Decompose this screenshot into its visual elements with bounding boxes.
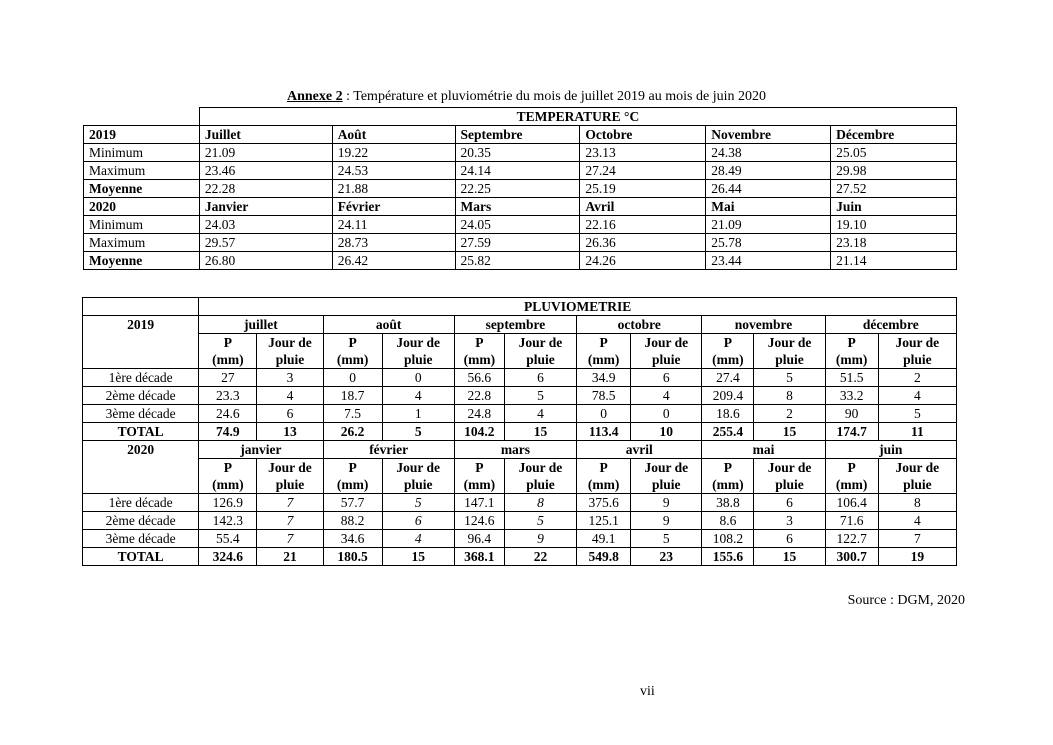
total-days-cell: 15 [754,423,825,441]
col-header-jour-line2: pluie [403,352,433,367]
rain-mm-cell: 126.9 [199,494,257,512]
annex-title: : Température et pluviométrie du mois de juillet 2019 au mois de juin 2020 [342,89,766,104]
rain-mm-cell: 34.9 [577,369,631,387]
col-header-p-line1: P [723,335,733,350]
col-header-p-line2: (mm) [212,477,244,492]
pluviometry-title-row [83,298,957,316]
temperature-value-cell: 19.22 [332,144,455,162]
col-header-p [825,459,878,494]
col-header-jour-pluie [382,334,454,369]
col-header-p-line2: (mm) [712,352,744,367]
pluviometry-corner-cell [83,298,199,316]
temperature-value-cell: 29.98 [831,162,957,180]
rain-days-cell: 4 [382,530,454,548]
temperature-row-label: Moyenne [84,252,200,270]
pluviometry-month-header: octobre [577,316,702,334]
rain-days-cell: 6 [504,369,576,387]
col-header-jour-pluie [257,334,323,369]
col-header-p-line1: P [348,335,357,350]
total-days-cell: 15 [382,548,454,566]
rain-days-cell: 5 [382,494,454,512]
col-header-jour-line2: pluie [652,477,681,492]
page-number: vii [640,684,655,699]
rain-mm-cell: 38.8 [702,494,754,512]
total-label: TOTAL [83,423,199,441]
col-header-jour-line1: Jour de [396,335,441,350]
temperature-value-cell: 24.26 [580,252,706,270]
pluviometry-subheader-row [83,459,957,494]
col-header-p-line1: P [847,335,856,350]
col-header-jour-line2: pluie [652,352,681,367]
rain-mm-cell: 71.6 [825,512,878,530]
total-days-cell: 15 [754,548,825,566]
rain-mm-cell: 18.6 [702,405,754,423]
col-header-p [199,334,257,369]
temperature-value-cell: 28.49 [706,162,831,180]
pluviometry-month-header: mars [454,441,576,459]
rain-days-cell: 6 [754,530,825,548]
rain-days-cell: 8 [754,387,825,405]
rain-days-cell: 5 [504,387,576,405]
col-header-p-line1: P [223,460,232,475]
col-header-jour-line2: pluie [903,477,932,492]
pluviometry-month-header: décembre [825,316,956,334]
temperature-value-cell: 25.78 [706,234,831,252]
pluviometry-month-header: novembre [702,316,825,334]
rain-mm-cell: 18.7 [323,387,382,405]
temperature-month-header: Janvier [199,198,332,216]
temperature-value-cell: 23.46 [199,162,332,180]
rain-mm-cell: 27.4 [702,369,754,387]
rain-days-cell: 0 [631,405,702,423]
decade-label: 1ère décade [83,494,199,512]
rain-days-cell: 7 [257,494,323,512]
total-days-cell: 23 [631,548,702,566]
rain-mm-cell: 78.5 [577,387,631,405]
temperature-month-header: Juin [831,198,957,216]
rain-mm-cell: 22.8 [454,387,504,405]
rain-days-cell: 5 [504,512,576,530]
temperature-value-cell: 26.80 [199,252,332,270]
temperature-value-cell: 27.59 [455,234,580,252]
temperature-value-cell: 22.16 [580,216,706,234]
temperature-month-header: Avril [580,198,706,216]
col-header-p-line2: (mm) [336,352,369,367]
temperature-value-cell: 23.44 [706,252,831,270]
col-header-p-line2: (mm) [336,477,369,492]
rain-mm-cell: 57.7 [323,494,382,512]
temperature-month-header: Mai [706,198,831,216]
col-header-jour-line1: Jour de [767,335,812,350]
col-header-jour-line2: pluie [275,477,305,492]
total-mm-cell: 368.1 [454,548,504,566]
total-mm-cell: 74.9 [199,423,257,441]
rain-mm-cell: 96.4 [454,530,504,548]
decade-label: 3ème décade [83,530,199,548]
rain-days-cell: 9 [631,512,702,530]
col-header-p-line1: P [348,460,357,475]
temperature-value-cell: 24.03 [199,216,332,234]
col-header-p [454,334,504,369]
decade-label: 2ème décade [83,512,199,530]
temperature-month-header: Novembre [706,126,831,144]
temperature-value-cell: 20.35 [455,144,580,162]
col-header-jour-line2: pluie [275,352,305,367]
temperature-title-row [84,108,957,126]
temperature-corner-cell [84,108,200,126]
temperature-month-header: Août [332,126,455,144]
rain-days-cell: 7 [257,530,323,548]
temperature-value-cell: 22.28 [199,180,332,198]
col-header-jour-pluie [754,459,825,494]
col-header-jour-line2: pluie [526,477,555,492]
col-header-p-line2: (mm) [463,352,496,367]
temperature-value-cell: 29.57 [199,234,332,252]
rain-days-cell: 7 [878,530,956,548]
rain-days-cell: 4 [878,512,956,530]
col-header-jour-line1: Jour de [518,335,563,350]
annex-caption [0,89,1053,105]
rain-days-cell: 8 [504,494,576,512]
temperature-year-cell: 2020 [84,198,200,216]
temperature-value-cell: 25.82 [455,252,580,270]
decade-label: 3ème décade [83,405,199,423]
temperature-value-cell: 24.38 [706,144,831,162]
col-header-jour-line1: Jour de [644,335,689,350]
rain-mm-cell: 375.6 [577,494,631,512]
total-mm-cell: 174.7 [825,423,878,441]
temperature-year-cell: 2019 [84,126,200,144]
temperature-month-header: Juillet [199,126,332,144]
temperature-value-cell: 22.25 [455,180,580,198]
temperature-month-header: Septembre [455,126,580,144]
col-header-p-line2: (mm) [587,352,620,367]
rain-mm-cell: 51.5 [825,369,878,387]
temperature-value-cell: 24.14 [455,162,580,180]
total-label: TOTAL [83,548,199,566]
temperature-table [83,107,957,270]
total-days-cell: 15 [504,423,576,441]
total-days-cell: 5 [382,423,454,441]
rain-mm-cell: 23.3 [199,387,257,405]
rain-mm-cell: 147.1 [454,494,504,512]
rain-days-cell: 1 [382,405,454,423]
temperature-value-cell: 21.14 [831,252,957,270]
temperature-month-header: Octobre [580,126,706,144]
decade-label: 2ème décade [83,387,199,405]
pluviometry-month-header: juillet [199,316,323,334]
temperature-month-header: Décembre [831,126,957,144]
pluviometry-month-header: janvier [199,441,323,459]
col-header-p [323,459,382,494]
col-header-p [199,459,257,494]
col-header-jour-line1: Jour de [895,460,940,475]
rain-days-cell: 6 [754,494,825,512]
col-header-jour-pluie [257,459,323,494]
rain-days-cell: 6 [631,369,702,387]
col-header-jour-pluie [504,334,576,369]
col-header-p-line2: (mm) [835,477,868,492]
col-header-p-line2: (mm) [463,477,496,492]
temperature-data-row [84,234,957,252]
temperature-month-header-row [84,126,957,144]
rain-mm-cell: 106.4 [825,494,878,512]
rain-days-cell: 9 [504,530,576,548]
rain-mm-cell: 34.6 [323,530,382,548]
total-days-cell: 10 [631,423,702,441]
col-header-jour-line1: Jour de [396,460,441,475]
col-header-jour-pluie [631,334,702,369]
pluviometry-title: PLUVIOMETRIE [199,298,957,316]
total-mm-cell: 324.6 [199,548,257,566]
temperature-month-header: Mars [455,198,580,216]
temperature-data-row [84,216,957,234]
col-header-jour-line2: pluie [775,352,804,367]
rain-days-cell: 4 [382,387,454,405]
rain-days-cell: 5 [754,369,825,387]
col-header-jour-pluie [754,334,825,369]
pluviometry-month-row [83,316,957,334]
total-mm-cell: 549.8 [577,548,631,566]
rain-days-cell: 3 [754,512,825,530]
rain-days-cell: 0 [382,369,454,387]
col-header-p-line2: (mm) [835,352,868,367]
temperature-data-row [84,162,957,180]
col-header-jour-line1: Jour de [518,460,563,475]
temperature-value-cell: 28.73 [332,234,455,252]
col-header-p-line2: (mm) [712,477,744,492]
temperature-row-label: Minimum [84,216,200,234]
col-header-p [825,334,878,369]
temperature-value-cell: 27.24 [580,162,706,180]
pluviometry-total-row [83,548,957,566]
temperature-value-cell: 19.10 [831,216,957,234]
temperature-value-cell: 23.18 [831,234,957,252]
pluviometry-month-header: avril [577,441,702,459]
total-days-cell: 22 [504,548,576,566]
rain-mm-cell: 56.6 [454,369,504,387]
pluviometry-month-header: février [323,441,454,459]
rain-days-cell: 4 [504,405,576,423]
temperature-data-row [84,252,957,270]
col-header-jour-line1: Jour de [767,460,812,475]
rain-mm-cell: 0 [323,369,382,387]
rain-mm-cell: 124.6 [454,512,504,530]
total-days-cell: 19 [878,548,956,566]
pluviometry-total-row [83,423,957,441]
col-header-jour-pluie [382,459,454,494]
temperature-row-label: Maximum [84,162,200,180]
temperature-data-row [84,180,957,198]
col-header-p-line1: P [223,335,232,350]
col-header-jour-line1: Jour de [895,335,940,350]
col-header-jour-line1: Jour de [268,335,312,350]
pluviometry-month-row [83,441,957,459]
col-header-jour-line2: pluie [903,352,932,367]
pluviometry-month-header: juin [825,441,956,459]
rain-mm-cell: 122.7 [825,530,878,548]
col-header-p-line2: (mm) [212,352,244,367]
total-days-cell: 21 [257,548,323,566]
temperature-value-cell: 21.09 [706,216,831,234]
rain-days-cell: 6 [257,405,323,423]
total-mm-cell: 255.4 [702,423,754,441]
temperature-row-label: Minimum [84,144,200,162]
rain-mm-cell: 90 [825,405,878,423]
pluviometry-month-header: septembre [454,316,576,334]
temperature-title: TEMPERATURE °C [199,108,956,126]
rain-days-cell: 8 [878,494,956,512]
rain-mm-cell: 8.6 [702,512,754,530]
col-header-p [702,334,754,369]
temperature-value-cell: 21.09 [199,144,332,162]
annex-label: Annexe 2 [287,89,343,104]
rain-days-cell: 6 [382,512,454,530]
rain-mm-cell: 49.1 [577,530,631,548]
col-header-p-line2: (mm) [587,477,620,492]
rain-days-cell: 3 [257,369,323,387]
rain-mm-cell: 88.2 [323,512,382,530]
rain-days-cell: 4 [257,387,323,405]
col-header-jour-line2: pluie [403,477,433,492]
pluviometry-decade-row [83,405,957,423]
temperature-value-cell: 24.11 [332,216,455,234]
col-header-p-line1: P [847,460,856,475]
rain-mm-cell: 108.2 [702,530,754,548]
total-days-cell: 13 [257,423,323,441]
temperature-value-cell: 26.44 [706,180,831,198]
col-header-p [454,459,504,494]
rain-mm-cell: 7.5 [323,405,382,423]
pluviometry-year-cell: 2020 [83,441,199,494]
pluviometry-decade-row [83,494,957,512]
rain-days-cell: 5 [878,405,956,423]
pluviometry-month-header: mai [702,441,825,459]
pluviometry-decade-row [83,387,957,405]
col-header-jour-line2: pluie [526,352,555,367]
col-header-p-line1: P [599,335,608,350]
temperature-value-cell: 24.05 [455,216,580,234]
temperature-value-cell: 26.42 [332,252,455,270]
col-header-p [702,459,754,494]
total-days-cell: 11 [878,423,956,441]
source-note: Source : DGM, 2020 [847,593,965,608]
col-header-p-line1: P [475,335,484,350]
pluviometry-year-cell: 2019 [83,316,199,369]
col-header-p [577,459,631,494]
temperature-row-label: Moyenne [84,180,200,198]
rain-mm-cell: 0 [577,405,631,423]
rain-days-cell: 4 [631,387,702,405]
col-header-jour-line2: pluie [775,477,804,492]
total-mm-cell: 180.5 [323,548,382,566]
rain-days-cell: 9 [631,494,702,512]
temperature-value-cell: 21.88 [332,180,455,198]
total-mm-cell: 113.4 [577,423,631,441]
pluviometry-table [82,297,957,566]
temperature-value-cell: 23.13 [580,144,706,162]
rain-mm-cell: 55.4 [199,530,257,548]
col-header-jour-line1: Jour de [644,460,689,475]
total-mm-cell: 300.7 [825,548,878,566]
rain-days-cell: 2 [878,369,956,387]
col-header-jour-pluie [878,334,956,369]
rain-mm-cell: 209.4 [702,387,754,405]
col-header-p-line1: P [723,460,733,475]
temperature-month-header: Février [332,198,455,216]
col-header-jour-pluie [631,459,702,494]
temperature-data-row [84,144,957,162]
total-mm-cell: 155.6 [702,548,754,566]
temperature-row-label: Maximum [84,234,200,252]
rain-mm-cell: 33.2 [825,387,878,405]
total-mm-cell: 26.2 [323,423,382,441]
rain-mm-cell: 125.1 [577,512,631,530]
decade-label: 1ère décade [83,369,199,387]
pluviometry-subheader-row [83,334,957,369]
temperature-value-cell: 26.36 [580,234,706,252]
temperature-value-cell: 25.05 [831,144,957,162]
col-header-p-line1: P [599,460,608,475]
col-header-p [323,334,382,369]
pluviometry-decade-row [83,512,957,530]
temperature-value-cell: 27.52 [831,180,957,198]
rain-mm-cell: 24.6 [199,405,257,423]
pluviometry-month-header: août [323,316,454,334]
col-header-jour-pluie [504,459,576,494]
rain-days-cell: 2 [754,405,825,423]
total-mm-cell: 104.2 [454,423,504,441]
col-header-jour-line1: Jour de [268,460,312,475]
rain-mm-cell: 24.8 [454,405,504,423]
rain-days-cell: 7 [257,512,323,530]
pluviometry-decade-row [83,369,957,387]
temperature-value-cell: 25.19 [580,180,706,198]
temperature-value-cell: 24.53 [332,162,455,180]
col-header-p [577,334,631,369]
rain-mm-cell: 27 [199,369,257,387]
pluviometry-decade-row [83,530,957,548]
rain-days-cell: 5 [631,530,702,548]
col-header-jour-pluie [878,459,956,494]
col-header-p-line1: P [475,460,484,475]
temperature-month-header-row [84,198,957,216]
rain-mm-cell: 142.3 [199,512,257,530]
rain-days-cell: 4 [878,387,956,405]
